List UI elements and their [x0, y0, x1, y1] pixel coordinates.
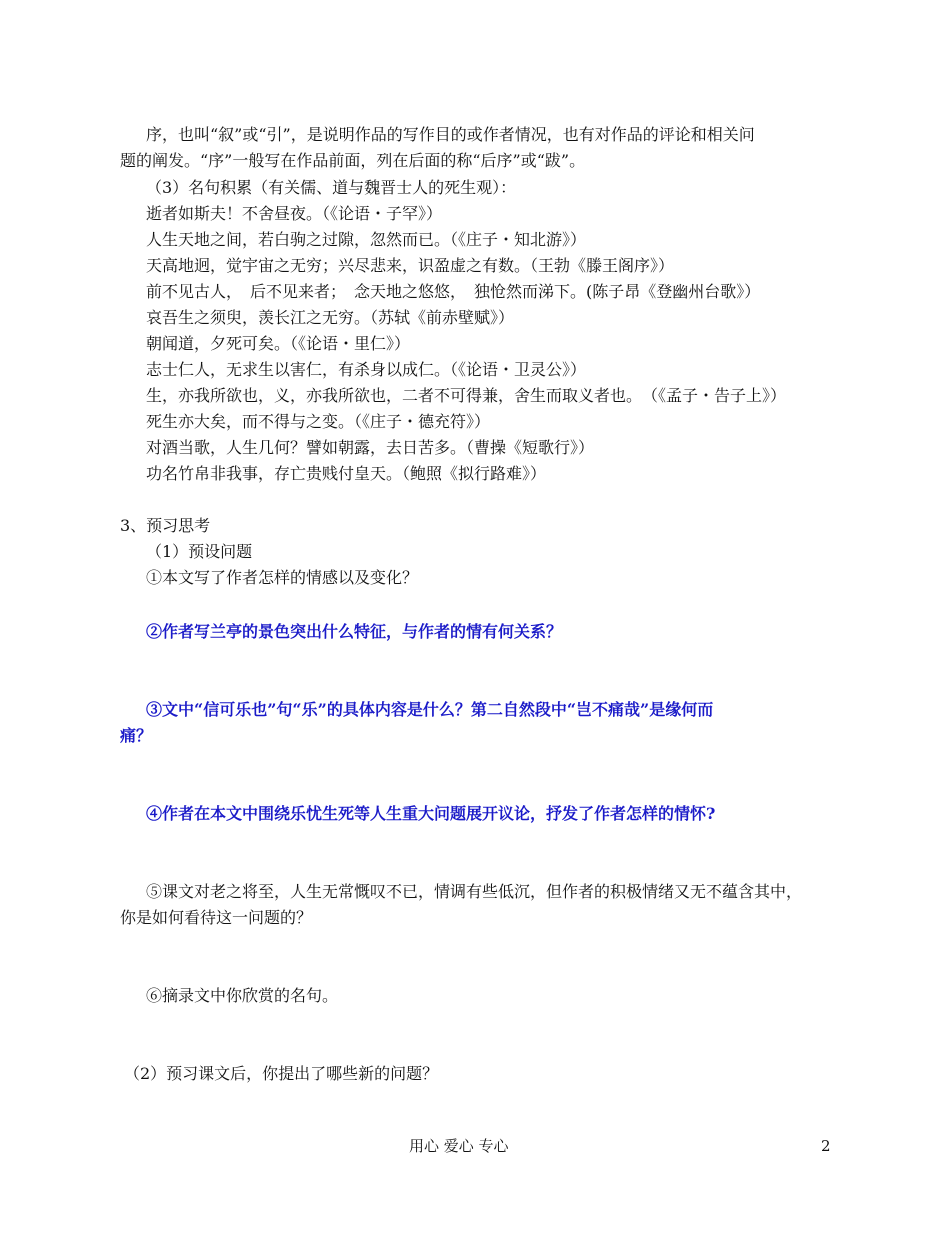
section-heading-preview: 3、预习思考	[120, 516, 211, 535]
question-5-line-1: ⑤课文对老之将至，人生无常慨叹不已，情调有些低沉，但作者的积极情绪又无不蕴含其中，	[146, 882, 803, 901]
quote-line: 天高地迥，觉宇宙之无穷；兴尽悲来，识盈虚之有数。（王勃《滕王阁序》）	[146, 256, 675, 275]
question-3-line-2: 痛？	[120, 726, 153, 745]
quote-line: 死生亦大矣，而不得与之变。（《庄子・德充符》）	[146, 412, 491, 431]
intro-line-1: 序，也叫“叙”或“引”，是说明作品的写作目的或作者情况，也有对作品的评论和相关问	[146, 125, 755, 144]
intro-line-2: 题的阐发。“序”一般写在作品前面，列在后面的称“后序”或“跋”。	[120, 151, 586, 170]
quote-line: 功名竹帛非我事，存亡贵贱付皇天。（鲍照《拟行路难》）	[146, 464, 547, 483]
footer-motto: 用心 爱心 专心	[409, 1137, 509, 1155]
quote-line: 生，亦我所欲也，义，亦我所欲也，二者不可得兼，舍生而取义者也。 （《孟子・告子上》）	[146, 386, 787, 405]
sub-heading-preset-questions: （1）预设问题	[146, 542, 253, 561]
question-3-line-1: ③文中“信可乐也”句“乐”的具体内容是什么？第二自然段中“岂不痛哉”是缘何而	[146, 700, 714, 719]
quote-line: 朝闻道，夕死可矣。（《论语・里仁》）	[146, 334, 411, 353]
quote-line: 逝者如斯夫！不舍昼夜。（《论语・子罕》）	[146, 204, 443, 223]
question-2: ②作者写兰亭的景色突出什么特征，与作者的情有何关系？	[146, 622, 563, 641]
quote-line: 对酒当歌，人生几何？譬如朝露，去日苦多。（曹操《短歌行》）	[146, 438, 595, 457]
question-new-issues: （2）预习课文后，你提出了哪些新的问题？	[124, 1064, 439, 1083]
question-6: ⑥摘录文中你欣赏的名句。	[146, 986, 339, 1005]
question-4: ④作者在本文中围绕乐忧生死等人生重大问题展开议论，抒发了作者怎样的情怀?	[146, 804, 716, 823]
page-number: 2	[821, 1137, 831, 1155]
section-heading-famous-quotes: （3）名句积累（有关儒、道与魏晋士人的死生观）：	[146, 178, 517, 197]
quote-line: 人生天地之间，若白驹之过隙，忽然而已。（《庄子・知北游》）	[146, 230, 587, 249]
quote-line: 哀吾生之须臾，羡长江之无穷。（苏轼《前赤壁赋》）	[146, 308, 515, 327]
question-1: ①本文写了作者怎样的情感以及变化？	[146, 568, 419, 587]
question-5-line-2: 你是如何看待这一问题的？	[120, 908, 313, 927]
quote-line: 前不见古人， 后不见来者； 念天地之悠悠， 独怆然而涕下。(陈子昂《登幽州台歌》）	[146, 282, 761, 301]
quote-line: 志士仁人，无求生以害仁，有杀身以成仁。（《论语・卫灵公》）	[146, 360, 587, 379]
